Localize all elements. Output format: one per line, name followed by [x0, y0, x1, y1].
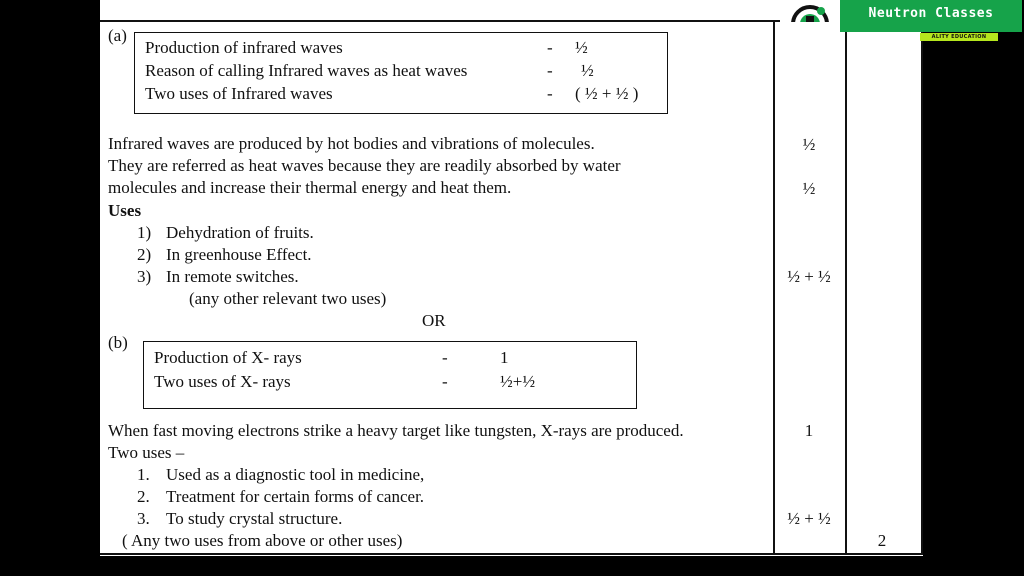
- paragraph: When fast moving electrons strike a heavy target like tungsten, X-rays are produced.: [108, 421, 684, 440]
- mark-cell: ½ + ½: [787, 509, 831, 528]
- marking-item: Reason of calling Infrared waves as heat waves: [145, 61, 468, 80]
- list-item: Used as a diagnostic tool in medicine,: [166, 465, 425, 484]
- list-item: To study crystal structure.: [166, 509, 343, 528]
- marks-column-divider: [773, 20, 775, 555]
- list-item: Dehydration of fruits.: [166, 223, 314, 242]
- list-number: 1.: [137, 465, 150, 484]
- marking-mark: ( ½ + ½ ): [575, 84, 639, 103]
- paragraph: They are referred as heat waves because they are readily absorbed by water: [108, 156, 621, 175]
- list-number: 2): [137, 245, 152, 264]
- total-mark-cell: 2: [877, 531, 887, 550]
- marking-mark: ½: [581, 61, 594, 80]
- paragraph: molecules and increase their thermal energy and heat them.: [108, 178, 512, 197]
- marking-dash: -: [547, 38, 553, 57]
- bottom-rule: [100, 553, 923, 555]
- marking-mark: ½: [575, 38, 588, 57]
- marking-dash: -: [442, 372, 448, 391]
- list-item: In remote switches.: [166, 267, 299, 286]
- list-number: 1): [137, 223, 152, 242]
- or-separator: OR: [422, 311, 446, 330]
- mark-cell: ½: [802, 179, 816, 198]
- list-number: 2.: [137, 487, 150, 506]
- total-column-divider: [845, 20, 847, 555]
- brand-banner: [840, 0, 1022, 32]
- brand-name: Neutron Classes: [868, 6, 994, 21]
- mark-cell: 1: [804, 421, 814, 440]
- section-a-label: (a): [108, 26, 127, 45]
- marking-item: Two uses of X- rays: [154, 372, 291, 391]
- list-number: 3.: [137, 509, 150, 528]
- section-b-label: (b): [108, 333, 128, 352]
- two-uses-heading: Two uses –: [108, 443, 185, 462]
- marking-dash: -: [547, 61, 553, 80]
- section-b-marking-box: [143, 341, 637, 409]
- mark-cell: ½: [802, 135, 816, 154]
- brand-tagline: ALITY EDUCATION: [920, 33, 998, 41]
- marking-item: Two uses of Infrared waves: [145, 84, 333, 103]
- list-item: In greenhouse Effect.: [166, 245, 312, 264]
- uses-note: ( Any two uses from above or other uses): [122, 531, 403, 550]
- atom-logo-icon: [788, 2, 832, 22]
- right-border: [921, 20, 923, 555]
- list-number: 3): [137, 267, 152, 286]
- uses-note: (any other relevant two uses): [189, 289, 387, 308]
- marking-dash: -: [442, 348, 448, 367]
- mark-cell: ½ + ½: [787, 267, 831, 286]
- marking-item: Production of infrared waves: [145, 38, 343, 57]
- brand-logo: [780, 0, 1024, 44]
- section-a-marking-box: [134, 32, 668, 114]
- marking-item: Production of X- rays: [154, 348, 302, 367]
- marking-mark: 1: [500, 348, 509, 367]
- marking-dash: -: [547, 84, 553, 103]
- answer-key-page: [100, 0, 923, 556]
- uses-heading: Uses: [108, 201, 142, 220]
- paragraph: Infrared waves are produced by hot bodies and vibrations of molecules.: [108, 134, 595, 153]
- logo-mark-area: [780, 0, 840, 22]
- marking-mark: ½+½: [500, 372, 536, 391]
- list-item: Treatment for certain forms of cancer.: [166, 487, 425, 506]
